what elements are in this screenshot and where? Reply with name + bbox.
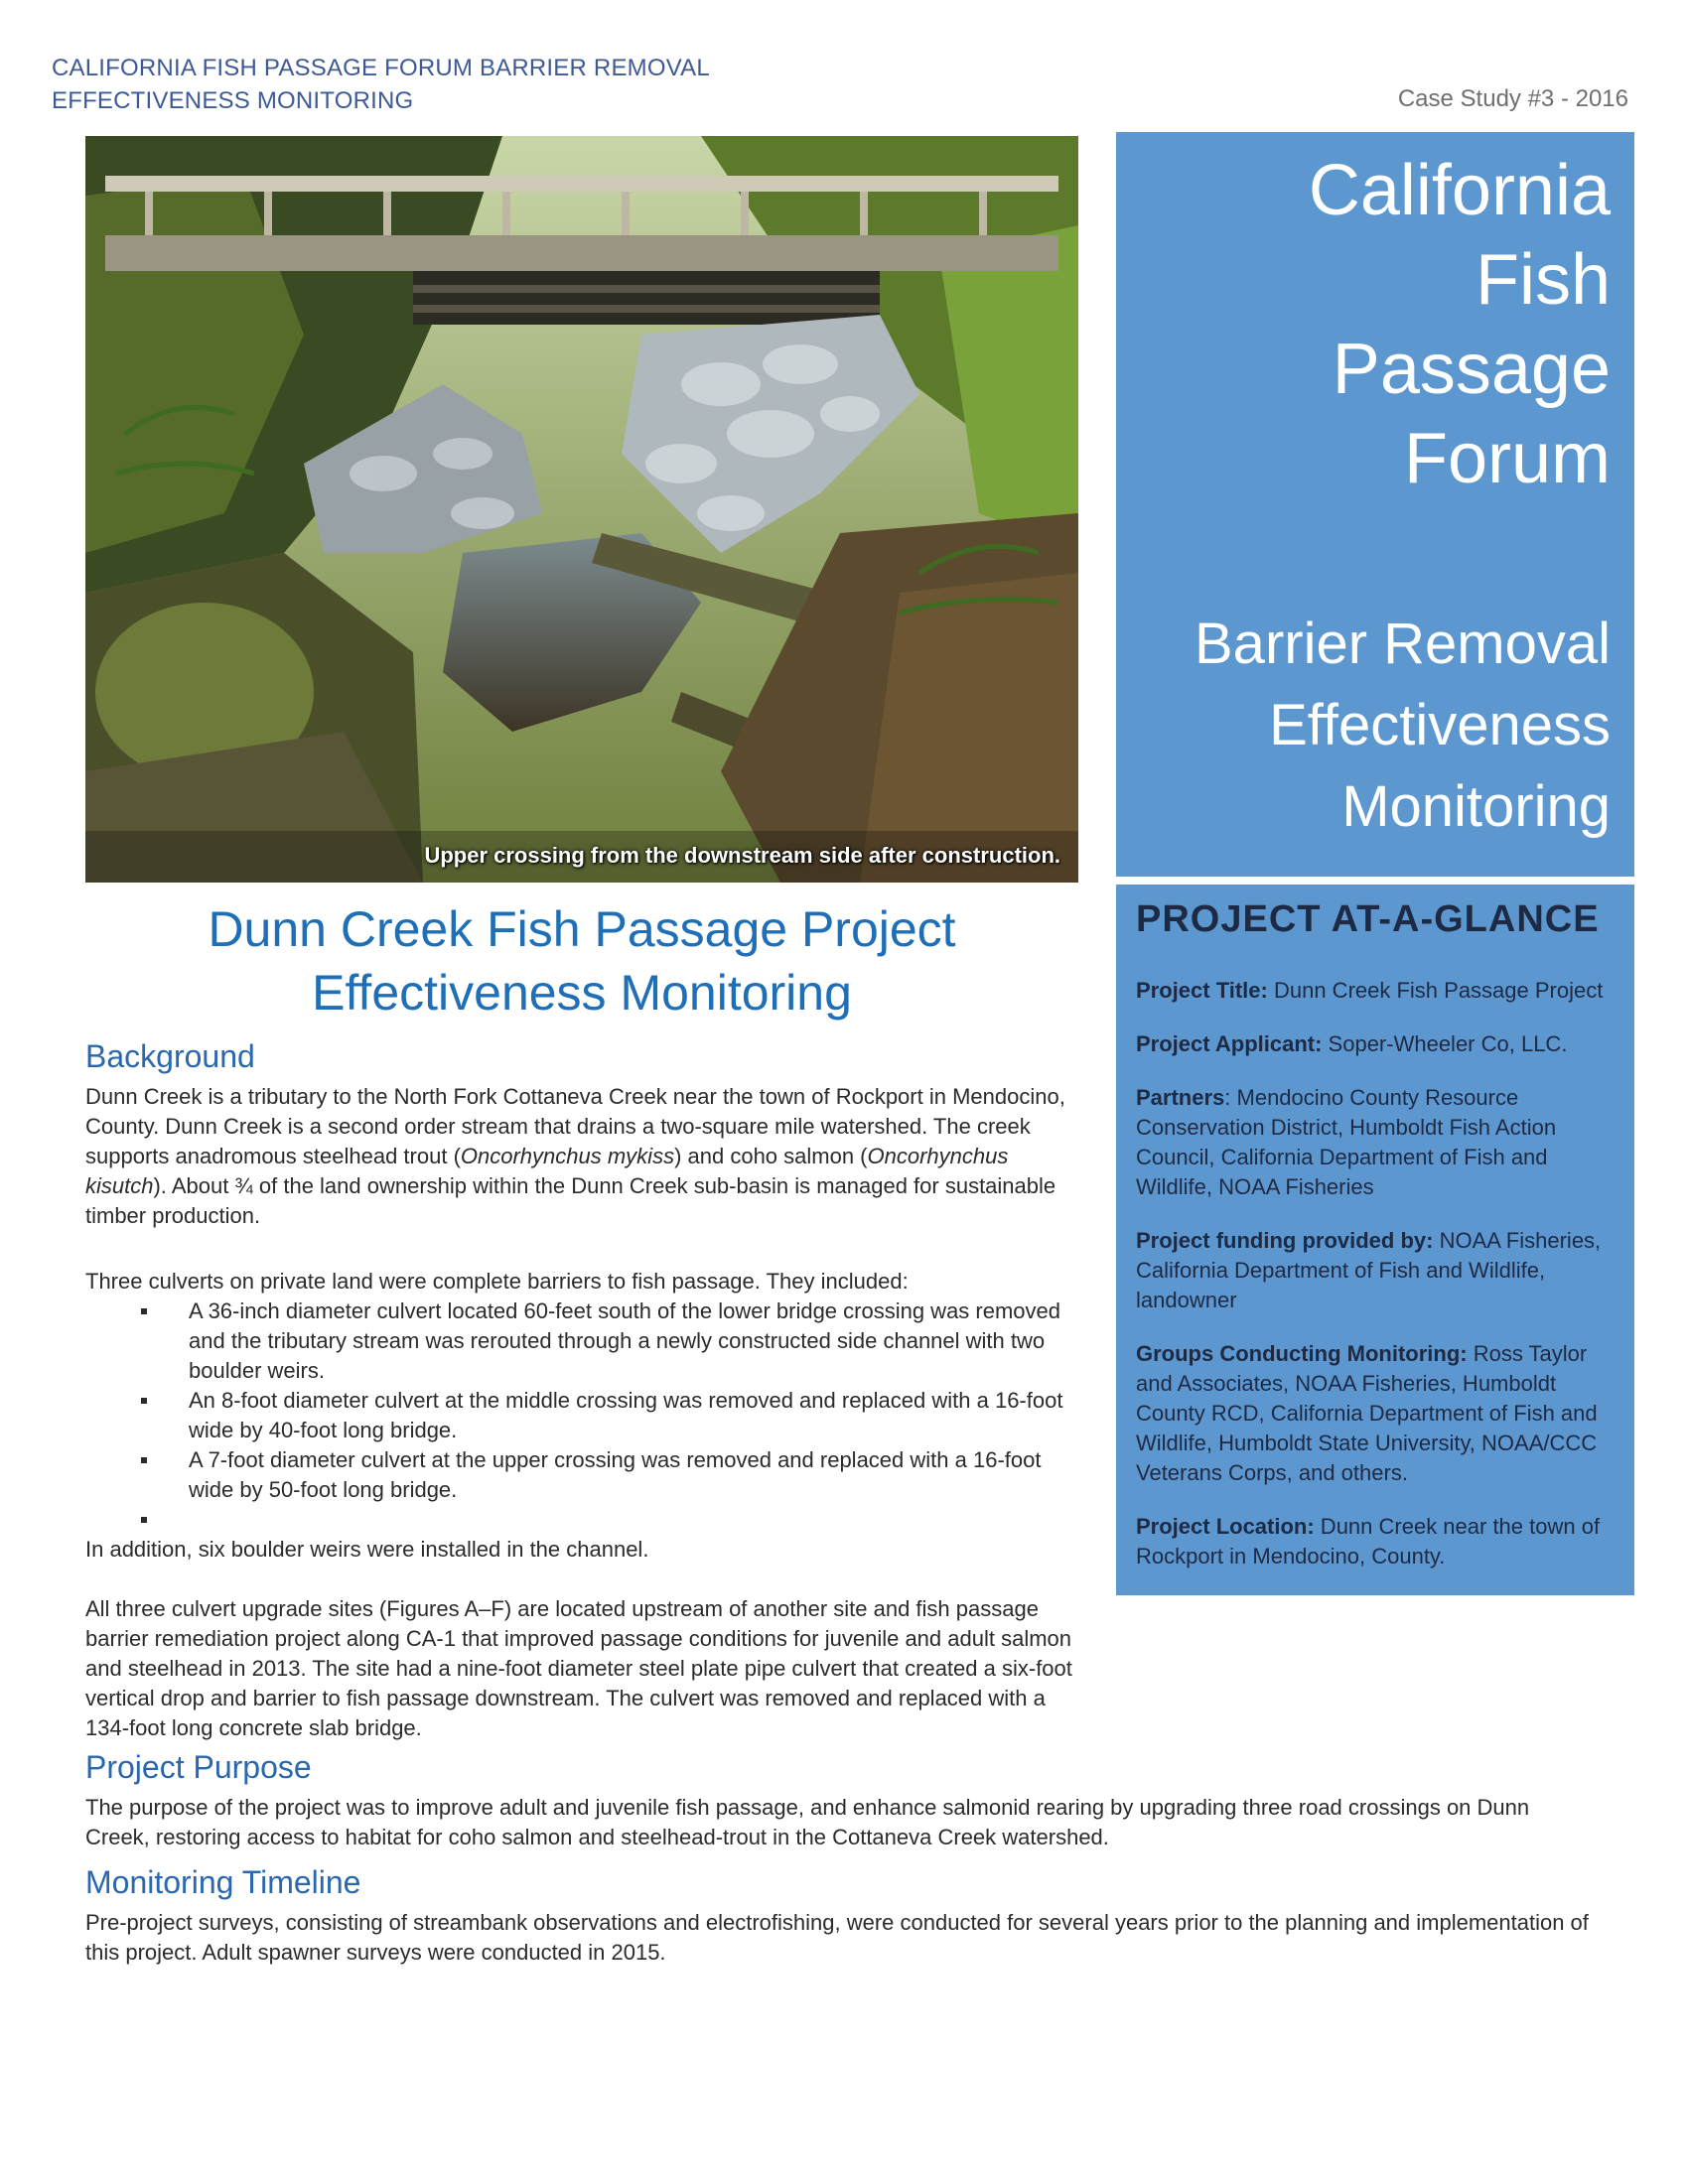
forum-name-line: Forum [1403,419,1611,498]
glance-item-applicant [1136,1029,1622,1059]
background-paragraph-4: All three culvert upgrade sites (Figures A–F) are located upstream of another site and fish passage barrier remediation project along CA-1 that improved passage conditions for juvenile and adult salmon and steelhead in 2013. The site had a nine-foot diameter steel plate pipe culvert that created a six-foot vertical drop and barrier to fish passage downstream. The culvert was removed and replaced with a 134-foot long concrete slab bridge. [85,1596,1072,1740]
program-name-line: Barrier Removal [1195,612,1611,676]
glance-label: Project Title: [1136,978,1268,1003]
timeline-paragraph: Pre-project surveys, consisting of streambank observations and electrofishing, were conducted for several years prior to the planning and implementation of this project. Adult spawner surveys were conducted in 2015. [85,1910,1589,1965]
timeline-heading: Monitoring Timeline [85,1864,361,1900]
glance-label: Project funding provided by: [1136,1228,1434,1253]
case-study-label: Case Study #3 - 2016 [1397,85,1628,112]
bullet-icon [141,1308,147,1314]
glance-label: Groups Conducting Monitoring: [1136,1341,1468,1366]
header-line-1: CALIFORNIA FISH PASSAGE FORUM BARRIER REMOVAL [52,55,710,81]
background-paragraph-2: Three culverts on private land were complete barriers to fish passage. They included: [85,1269,909,1294]
glance-item-monitoring-groups [1136,1339,1622,1488]
text-run: ) and coho salmon ( [674,1144,868,1168]
photo-illustration [85,136,1078,883]
bullet-icon [141,1457,147,1463]
purpose-paragraph: The purpose of the project was to improve adult and juvenile fish passage, and enhance salmonid rearing by upgrading three road crossings on Dunn Creek, restoring access to habitat for coho salmon and steelhead-trout in the Cottaneva Creek watershed. [85,1795,1530,1849]
forum-name-line: Passage [1332,330,1611,409]
page-title-line-1: Dunn Creek Fish Passage Project [208,901,956,957]
glance-item-funding [1136,1226,1622,1315]
forum-name-line: Fish [1475,240,1611,320]
program-name [1195,604,1611,848]
species-name: Oncorhynchus kisutch [85,1144,1009,1198]
bullet-icon [141,1398,147,1404]
project-at-a-glance-panel [1116,885,1634,1595]
glance-label: Project Applicant: [1136,1031,1323,1056]
text-run: Dunn Creek is a tributary to the North Fork Cottaneva Creek near the town of Rockport in Mendocino, County. Dunn Creek is a second order stream that drains a two-square mile watershed. The creek supports anadromous steelhead trout ( [85,1084,1065,1168]
glance-value: Dunn Creek near the town of Rockport in Mendocino, County. [1136,1514,1601,1569]
header-line-2: EFFECTIVENESS MONITORING [52,87,414,114]
list-item [85,1386,1078,1445]
glance-item-partners [1136,1083,1622,1202]
glance-heading: PROJECT AT-A-GLANCE [1136,898,1600,940]
forum-name-line: California [1308,151,1611,230]
glance-list [1136,976,1622,1595]
glance-value: Ross Taylor and Associates, NOAA Fisheries, Humboldt County RCD, California Department of Fish and Wildlife, Humboldt State University, NOAA/CCC Veterans Corps, and others. [1136,1341,1598,1485]
glance-value: : Mendocino County Resource Conservation District, Humboldt Fish Action Council, California Department of Fish and Wildlife, NOAA Fisheries [1136,1085,1557,1199]
list-item [85,1297,1078,1386]
text-run: ). About ¾ of the land ownership within the Dunn Creek sub-basin is managed for sustainable timber production. [85,1173,1056,1228]
glance-value: NOAA Fisheries, California Department of Fish and Wildlife, landowner [1136,1228,1602,1312]
glance-value: Dunn Creek Fish Passage Project [1267,978,1604,1003]
bullet-icon [141,1517,147,1523]
header-series-title [52,52,806,117]
list-item-text: An 8-foot diameter culvert at the middle crossing was removed and replaced with a 16-foot wide by 40-foot long bridge. [189,1388,1063,1442]
list-item-text: A 36-inch diameter culvert located 60-feet south of the lower bridge crossing was removed and the tributary stream was rerouted through a newly constructed side channel with two boulder weirs. [189,1298,1061,1383]
list-item [85,1445,1078,1505]
list-item-text: A 7-foot diameter culvert at the upper crossing was removed and replaced with a 16-foot wide by 50-foot long bridge. [189,1447,1042,1502]
background-heading: Background [85,1038,255,1074]
page-title [85,897,1078,1024]
photo-caption: Upper crossing from the downstream side after construction. [424,843,1060,868]
glance-item-location [1136,1512,1622,1571]
background-paragraph-3: In addition, six boulder weirs were installed in the channel. [85,1537,649,1562]
culvert-list [85,1297,1078,1535]
list-item [85,1505,1078,1535]
background-paragraph-1 [85,1082,1078,1231]
program-name-line: Monitoring [1341,774,1611,839]
glance-label: Partners [1136,1085,1225,1110]
page-title-line-2: Effectiveness Monitoring [312,965,852,1021]
forum-title-panel [1116,132,1634,877]
species-name: Oncorhynchus mykiss [460,1144,675,1168]
purpose-heading: Project Purpose [85,1749,312,1785]
program-name-line: Effectiveness [1269,693,1611,757]
forum-name [1309,146,1611,503]
glance-label: Project Location: [1136,1514,1315,1539]
glance-value: Soper-Wheeler Co, LLC. [1322,1031,1568,1056]
glance-item-title [1136,976,1622,1006]
creek-bridge-photo [85,136,1078,883]
